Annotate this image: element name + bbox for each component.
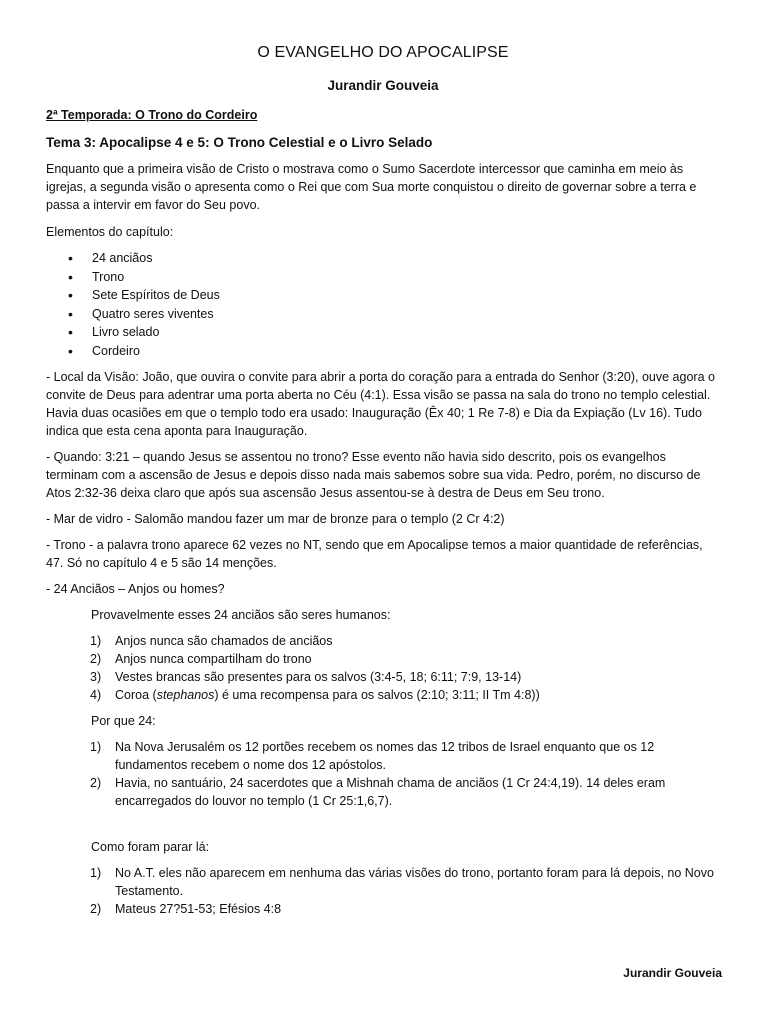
- local-paragraph: - Local da Visão: João, que ouvira o convite para abrir a porta do coração para a entrada do Senhor (3:20), ouve agora o convite de Deus para adentrar uma porta aberta no Céu (4:1). Essa visão se passa na sala do trono no templo celestial. Havia duas ocasiões em que o templo todo era usado: Inauguração (Êx 40; 1 Re 7-8) e Dia da Expiação (Lv 16). Tudo indica que esta cena aponta para Inauguração.: [46, 370, 715, 438]
- spacer: [46, 810, 720, 830]
- list-item: 2) Anjos nunca compartilham do trono: [90, 652, 312, 666]
- why24-list: [46, 738, 720, 810]
- intro-paragraph: Enquanto que a primeira visão de Cristo o mostrava como o Sumo Sacerdote intercessor que caminha em meio às igrejas, a segunda visão o apresenta como o Rei que com Sua morte conquistou o direito de governar sobre a terra e passa a intervir em favor do Seu povo.: [46, 162, 697, 212]
- author-name: Jurandir Gouveia: [327, 78, 439, 93]
- mar-paragraph: - Mar de vidro - Salomão mandou fazer um mar de bronze para o templo (2 Cr 4:2): [46, 512, 505, 526]
- list-item: 1) No A.T. eles não aparecem em nenhuma das várias visões do trono, portanto foram para lá depois, no Novo Testamento.: [90, 866, 714, 898]
- provavelmente-paragraph: Provavelmente esses 24 anciãos são seres humanos:: [91, 608, 391, 622]
- list-item: 4) Coroa (stephanos) é uma recompensa para os salvos (2:10; 3:11; II Tm 4:8)): [90, 688, 540, 702]
- por-que-heading: Por que 24:: [91, 714, 156, 728]
- list-item: 1) Anjos nunca são chamados de anciãos: [90, 634, 333, 648]
- quando-paragraph: - Quando: 3:21 – quando Jesus se assentou no trono? Esse evento não havia sido descrito, pois os evangelhos terminam com a ascensão de Jesus e depois disso nada mais sabemos sobre sua vida. Pedro, porém, no discurso de Atos 2:32-36 deixa claro que após sua ascensão Jesus assentou-se à destra de Deus em Seu trono.: [46, 450, 701, 500]
- italic-term: stephanos: [156, 688, 215, 702]
- elements-heading: Elementos do capítulo:: [46, 225, 174, 239]
- trono-paragraph: - Trono - a palavra trono aparece 62 vezes no NT, sendo que em Apocalipse temos a maior quantidade de referências, 47. Só no capítulo 4 e 5 são 14 menções.: [46, 538, 703, 570]
- list-item: • Cordeiro: [46, 342, 720, 361]
- reasons-list: [46, 632, 720, 704]
- como-heading: Como foram parar lá:: [91, 840, 210, 854]
- list-item: 3) Vestes brancas são presentes para os salvos (3:4-5, 18; 6:11; 7:9, 13-14): [90, 670, 522, 684]
- list-item: • Sete Espíritos de Deus: [46, 286, 720, 305]
- season-heading: 2ª Temporada: O Trono do Cordeiro: [46, 108, 258, 122]
- list-item: 2) Havia, no santuário, 24 sacerdotes que a Mishnah chama de anciãos (1 Cr 24:4,19). 14 deles eram encarregados do louvor no templo (1 Cr 25:1,6,7).: [90, 776, 666, 808]
- list-item: • Trono: [46, 268, 720, 287]
- elements-list: [46, 249, 720, 360]
- list-item: 1) Na Nova Jerusalém os 12 portões recebem os nomes das 12 tribos de Israel enquanto que os 12 fundamentos recebem o nome dos 12 apóstolos.: [90, 740, 655, 772]
- page-title: O EVANGELHO DO APOCALIPSE: [257, 44, 509, 61]
- list-item: 2) Mateus 27?51-53; Efésios 4:8: [90, 902, 282, 916]
- theme-heading: Tema 3: Apocalipse 4 e 5: O Trono Celestial e o Livro Selado: [46, 135, 433, 150]
- ancioes-heading: - 24 Anciãos – Anjos ou homes?: [46, 582, 225, 596]
- list-item: • 24 anciãos: [46, 249, 720, 268]
- list-item: • Livro selado: [46, 323, 720, 342]
- footer-author: Jurandir Gouveia: [623, 966, 722, 980]
- how-list: [46, 864, 720, 918]
- list-item: • Quatro seres viventes: [46, 305, 720, 324]
